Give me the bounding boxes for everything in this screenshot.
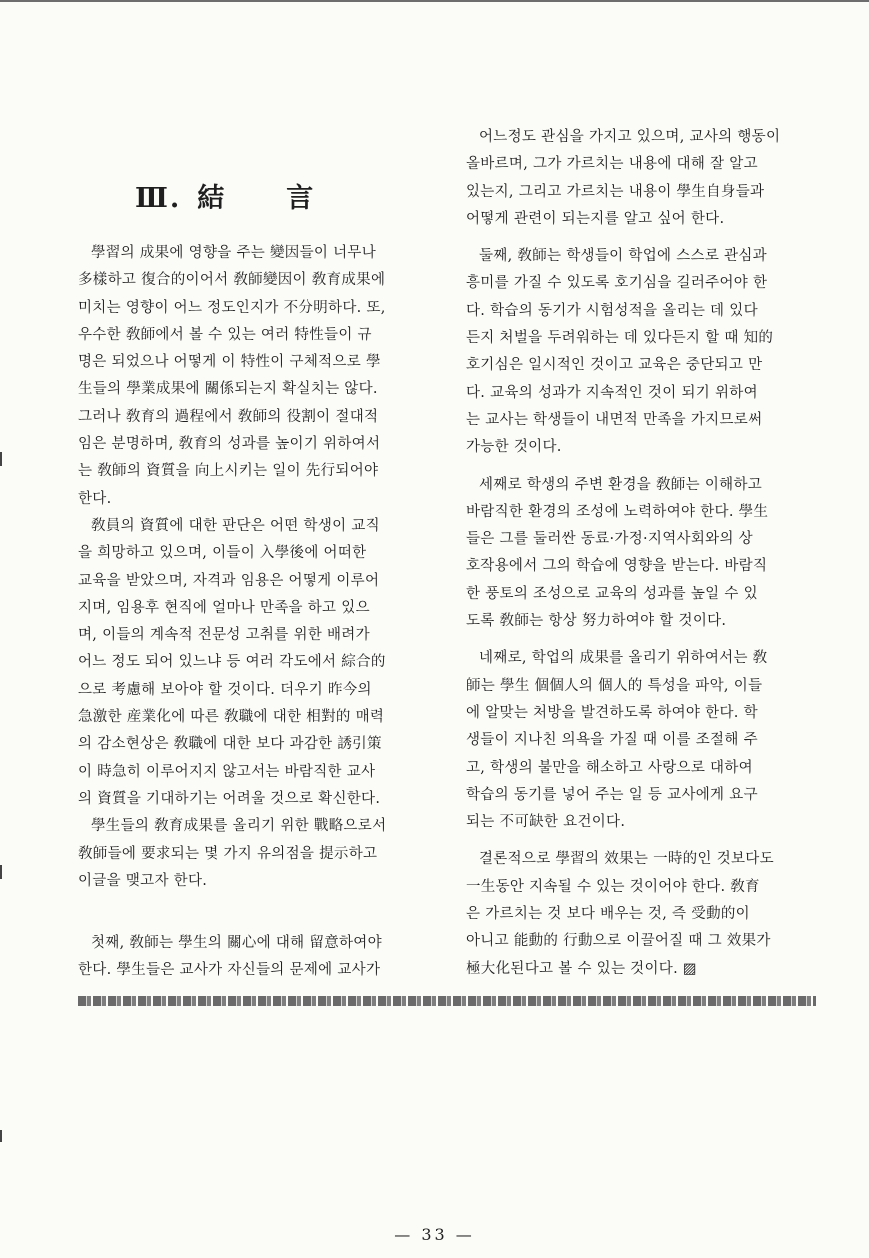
paragraph: 어느정도 관심을 가지고 있으며, 교사의 행동이 올바르며, 그가 가르치는 내용에 대해 잘 알고 있는지, 그리고 가르치는 내용이 學生自身들과 어떻게 관련이 되는지를 알고 싶어 한다. [466, 129, 781, 227]
top-border [0, 0, 869, 2]
paragraph: 결론적으로 學習의 效果는 一時的인 것보다도 一生동안 지속될 수 있는 것이어야 한다. 敎育 은 가르치는 것 보다 배우는 것, 즉 受動的이 아니고 能動的 行動으로 이끌어질 때 그 效果가 極大化된다고 볼 수 있는 것이다. ▨ [466, 851, 774, 977]
section-title-char-2: 言 [286, 183, 316, 214]
page-number: — 33 — [394, 1225, 475, 1244]
right-column [466, 124, 818, 983]
paragraph: 세째로 학생의 주변 환경을 敎師는 이해하고 바람직한 환경의 조성에 노력하여야 한다. 學生 들은 그를 둘러싼 동료·가정·지역사회와의 상 호작용에서 그의 학습에 영향을 받는다. 바람직 한 풍토의 조성으로 교육의 성과를 높일 수 있 도록 敎師는 항상 努力하여야 할 것이다. [466, 476, 769, 630]
paragraph: 敎員의 資質에 대한 판단은 어떤 학생이 교직 을 희망하고 있으며, 이들이 入學後에 어떠한 교육을 받았으며, 자격과 임용은 어떻게 이루어 지며, 임용후 현직에 얼마나 만족을 하고 있으 며, 이들의 계속적 전문성 고취를 위한 배려가 어느 정도 되어 있느냐 등 여러 각도에서 綜合的 으로 考慮해 보아야 할 것이다. 더우기 昨今의 急激한 産業化에 따른 敎職에 대한 相對的 매력 의 감소현상은 敎職에 대한 보다 과감한 誘引策 이 時急히 이루어지지 않고서는 바람직한 교사 의 資質을 기대하기는 어려울 것으로 확신한다. [78, 517, 386, 807]
ornamental-divider [78, 996, 816, 1006]
left-column [78, 240, 434, 985]
paragraph: 네째로, 학업의 成果를 올리기 위하여서는 敎 師는 學生 個個人의 個人的 특성을 파악, 이들 에 알맞는 처방을 발견하도록 하여야 한다. 학 생들이 지나친 의욕을 가질 때 이를 조절해 주 고, 학생의 불만을 해소하고 사랑으로 대하여 학습의 동기를 넣어 주는 일 등 교사에게 요구 되는 不可缺한 요건이다. [466, 650, 768, 831]
section-heading [135, 176, 315, 215]
section-title-char-1: 結 [197, 183, 227, 214]
margin-mark [0, 452, 2, 466]
margin-mark [0, 1130, 2, 1142]
paragraph: 첫째, 敎師는 學生의 關心에 대해 留意하여야 한다. 學生들은 교사가 자신들의 문제에 교사가 [78, 935, 382, 979]
section-number: Ⅲ. [135, 183, 182, 214]
paragraph: 둘째, 敎師는 학생들이 학업에 스스로 관심과 흥미를 가질 수 있도록 호기심을 길러주어야 한 다. 학습의 동기가 시험성적을 올리는 데 있다 든지 처벌을 두려워하는 데 있다든지 할 때 知的 호기심은 일시적인 것이고 교육은 중단되고 만 다. 교육의 성과가 지속적인 것이 되기 위하여 는 교사는 학생들이 내면적 만족을 가지므로써 가능한 것이다. [466, 248, 774, 456]
paragraph: 學生들의 敎育成果를 올리기 위한 戰略으로서 敎師들에 要求되는 몇 가지 유의점을 提示하고 이글을 맺고자 한다. [78, 818, 387, 889]
margin-mark [0, 865, 2, 879]
paragraph: 學習의 成果에 영향을 주는 變因들이 너무나 多樣하고 復合的이어서 敎師變因이 敎育成果에 미치는 영향이 어느 정도인지가 不分明하다. 또, 우수한 敎師에서 볼 수 있는 여러 特性들이 규 명은 되었으나 어떻게 이 特性이 구체적으로 學 生들의 學業成果에 關係되는지 확실치는 않다. 그러나 敎育의 過程에서 敎師의 役割이 절대적 임은 분명하며, 敎育의 성과를 높이기 위하여서 는 敎師의 資質을 向上시키는 일이 先行되어야 한다. [78, 245, 386, 507]
